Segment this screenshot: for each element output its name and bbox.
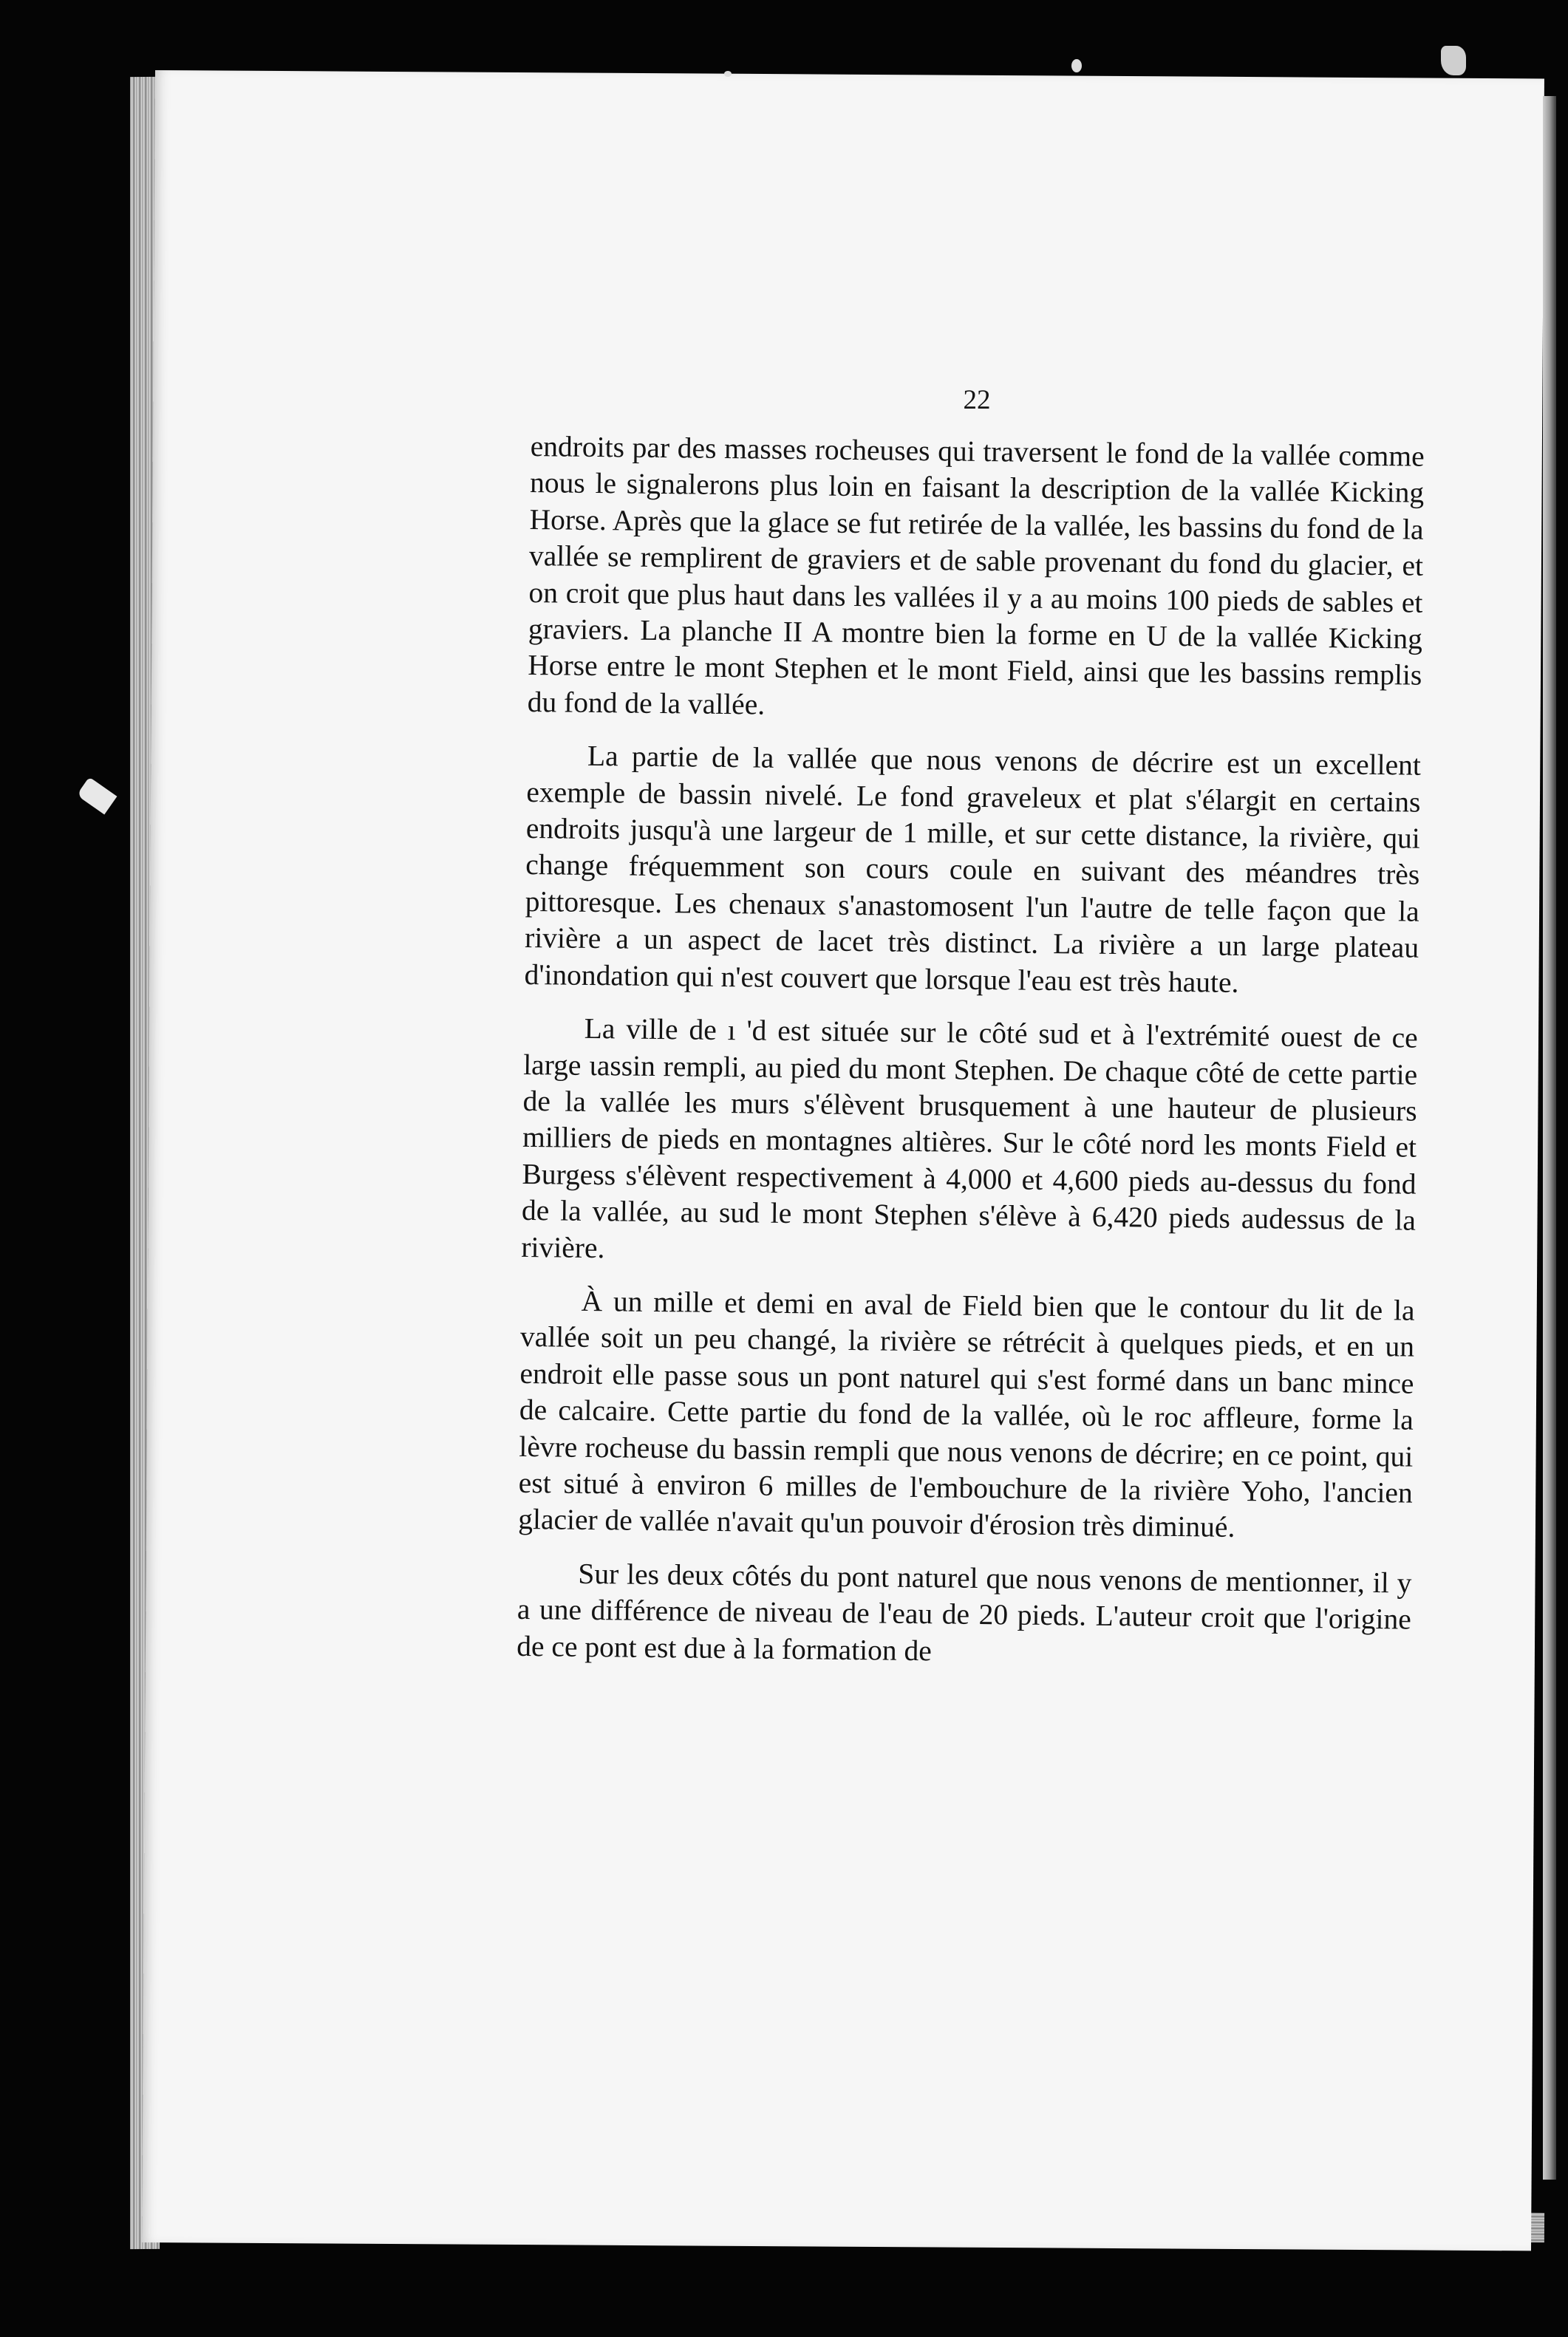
paragraph: endroits par des masses rocheuses qui traversent le fond de la vallée comme nous le signalerons plus loin en faisant la description de la vallée Kicking Horse. Après que la glace se fut retirée de la vallée, les bassins du fond de la vallée se remplirent de graviers et de sable provenant du fond du glacier, et on croit que plus haut dans les vallées il y a au moins 100 pieds de sables et graviers. La planche II A montre bien la forme en U de la vallée Kicking Horse entre le mont Stephen et le mont Field, ainsi que les bassins remplis du fond de la vallée. — [527, 429, 1425, 721]
page-number: 22 — [963, 385, 991, 415]
paragraph: La ville de ı 'd est située sur le côté sud et à l'extrémité ouest de ce large ɩassin rempli, au pied du mont Stephen. De chaque côté de cette partie de la vallée les murs s'élèvent brusquement à une hauteur de plusieurs milliers de pieds en montagnes altières. Sur le côté nord les monts Field et Burgess s'élèvent respectivement à 4,000 et 4,600 pieds au-dessus du fond de la vallée, au sud le mont Stephen s'élève à 6,420 pieds audessus de la rivière. — [521, 1011, 1418, 1264]
paragraph: La partie de la vallée que nous venons de décrire est un excellent exemple de bassin nivelé. Le fond graveleux et plat s'élargit en certains endroits jusqu'à une largeur de 1 mille, et sur cette distance, la rivière, qui change fréquemment son cours coule en suivant des méandres très pittoresque. Les chenaux s'anastomosent l'un l'autre de telle façon que la rivière a un aspect de lacet très distinct. La rivière a un large plateau d'inondation qui n'est couvert que lorsque l'eau est très haute. — [524, 740, 1422, 999]
scan-speck — [1071, 59, 1082, 72]
scan-speck — [724, 71, 732, 77]
paragraph: Sur les deux côtés du pont naturel que nous venons de mentionner, il y a une différence de niveau de l'eau de 20 pieds. L'auteur croit que l'origine de ce pont est due à la formation de — [517, 1557, 1412, 1667]
page-right-edge — [1543, 96, 1556, 2180]
paragraph: À un mille et demi en aval de Field bien que le contour du lit de la vallée soit un peu changé, la rivière se rétrécit à quelques pieds, et en un endroit elle passe sous un pont naturel qui s'est formé dans un banc mince de calcaire. Cette partie du fond de la vallée, où le roc affleure, forme la lèvre rocheuse du bassin rempli que nous venons de décrire; en ce point, qui est situé à environ 6 milles de l'embouchure de la rivière Yoho, l'ancien glacier de vallée n'avait qu'un pouvoir d'érosion très diminué. — [518, 1284, 1415, 1544]
body-text — [511, 429, 1425, 2175]
scan-speck — [1441, 46, 1466, 75]
